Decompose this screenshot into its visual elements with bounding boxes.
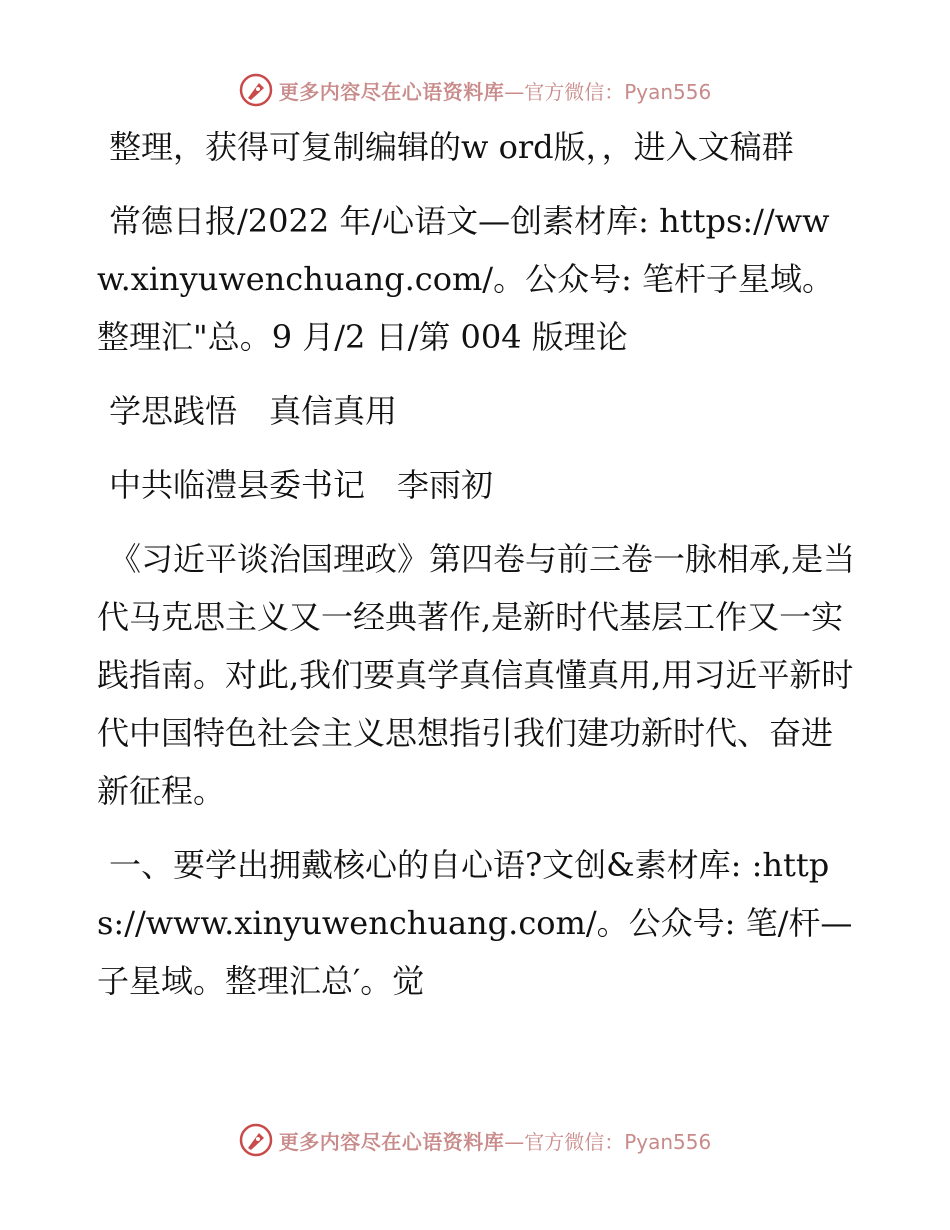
footer-watermark xyxy=(0,1120,950,1160)
pen-nib-icon xyxy=(239,73,273,107)
header-watermark xyxy=(0,70,950,110)
article-title: 学思践悟 真信真用 xyxy=(109,392,398,430)
watermark-contact: —官方微信：Pyan556 xyxy=(504,79,712,104)
pen-nib-icon xyxy=(239,1123,273,1157)
watermark-text: 更多内容尽在心语资料库 xyxy=(278,79,505,104)
article-author: 中共临澧县委书记 李雨初 xyxy=(109,466,494,504)
paragraph-source: 常德日报/2022 年/心语文—创素材库: https://www.xinyuwenchuang.com/。公众号: 笔杆子星域。整理汇"总。9 月/2 日/第 004 版理论 xyxy=(97,202,835,356)
document-body xyxy=(97,118,857,1026)
paragraph-section-one: 一、要学出拥戴核心的自心语?文创&素材库: :https://www.xinyuwenchuang.com/。公众号: 笔/杆—子星域。整理汇总′。觉 xyxy=(97,846,853,1000)
paragraph-body: 《习近平谈治国理政》第四卷与前三卷一脉相承,是当代马克思主义又一经典著作,是新时代基层工作又一实践指南。对此,我们要真学真信真懂真用,用习近平新时代中国特色社会主义思想指引我们建功新时代、奋进新征程。 xyxy=(97,540,856,810)
watermark-contact: —官方微信：Pyan556 xyxy=(504,1129,712,1154)
watermark-text: 更多内容尽在心语资料库 xyxy=(278,1129,505,1154)
paragraph-intro: 整理，获得可复制编辑的w ord版，，进入文稿群 xyxy=(109,128,794,166)
